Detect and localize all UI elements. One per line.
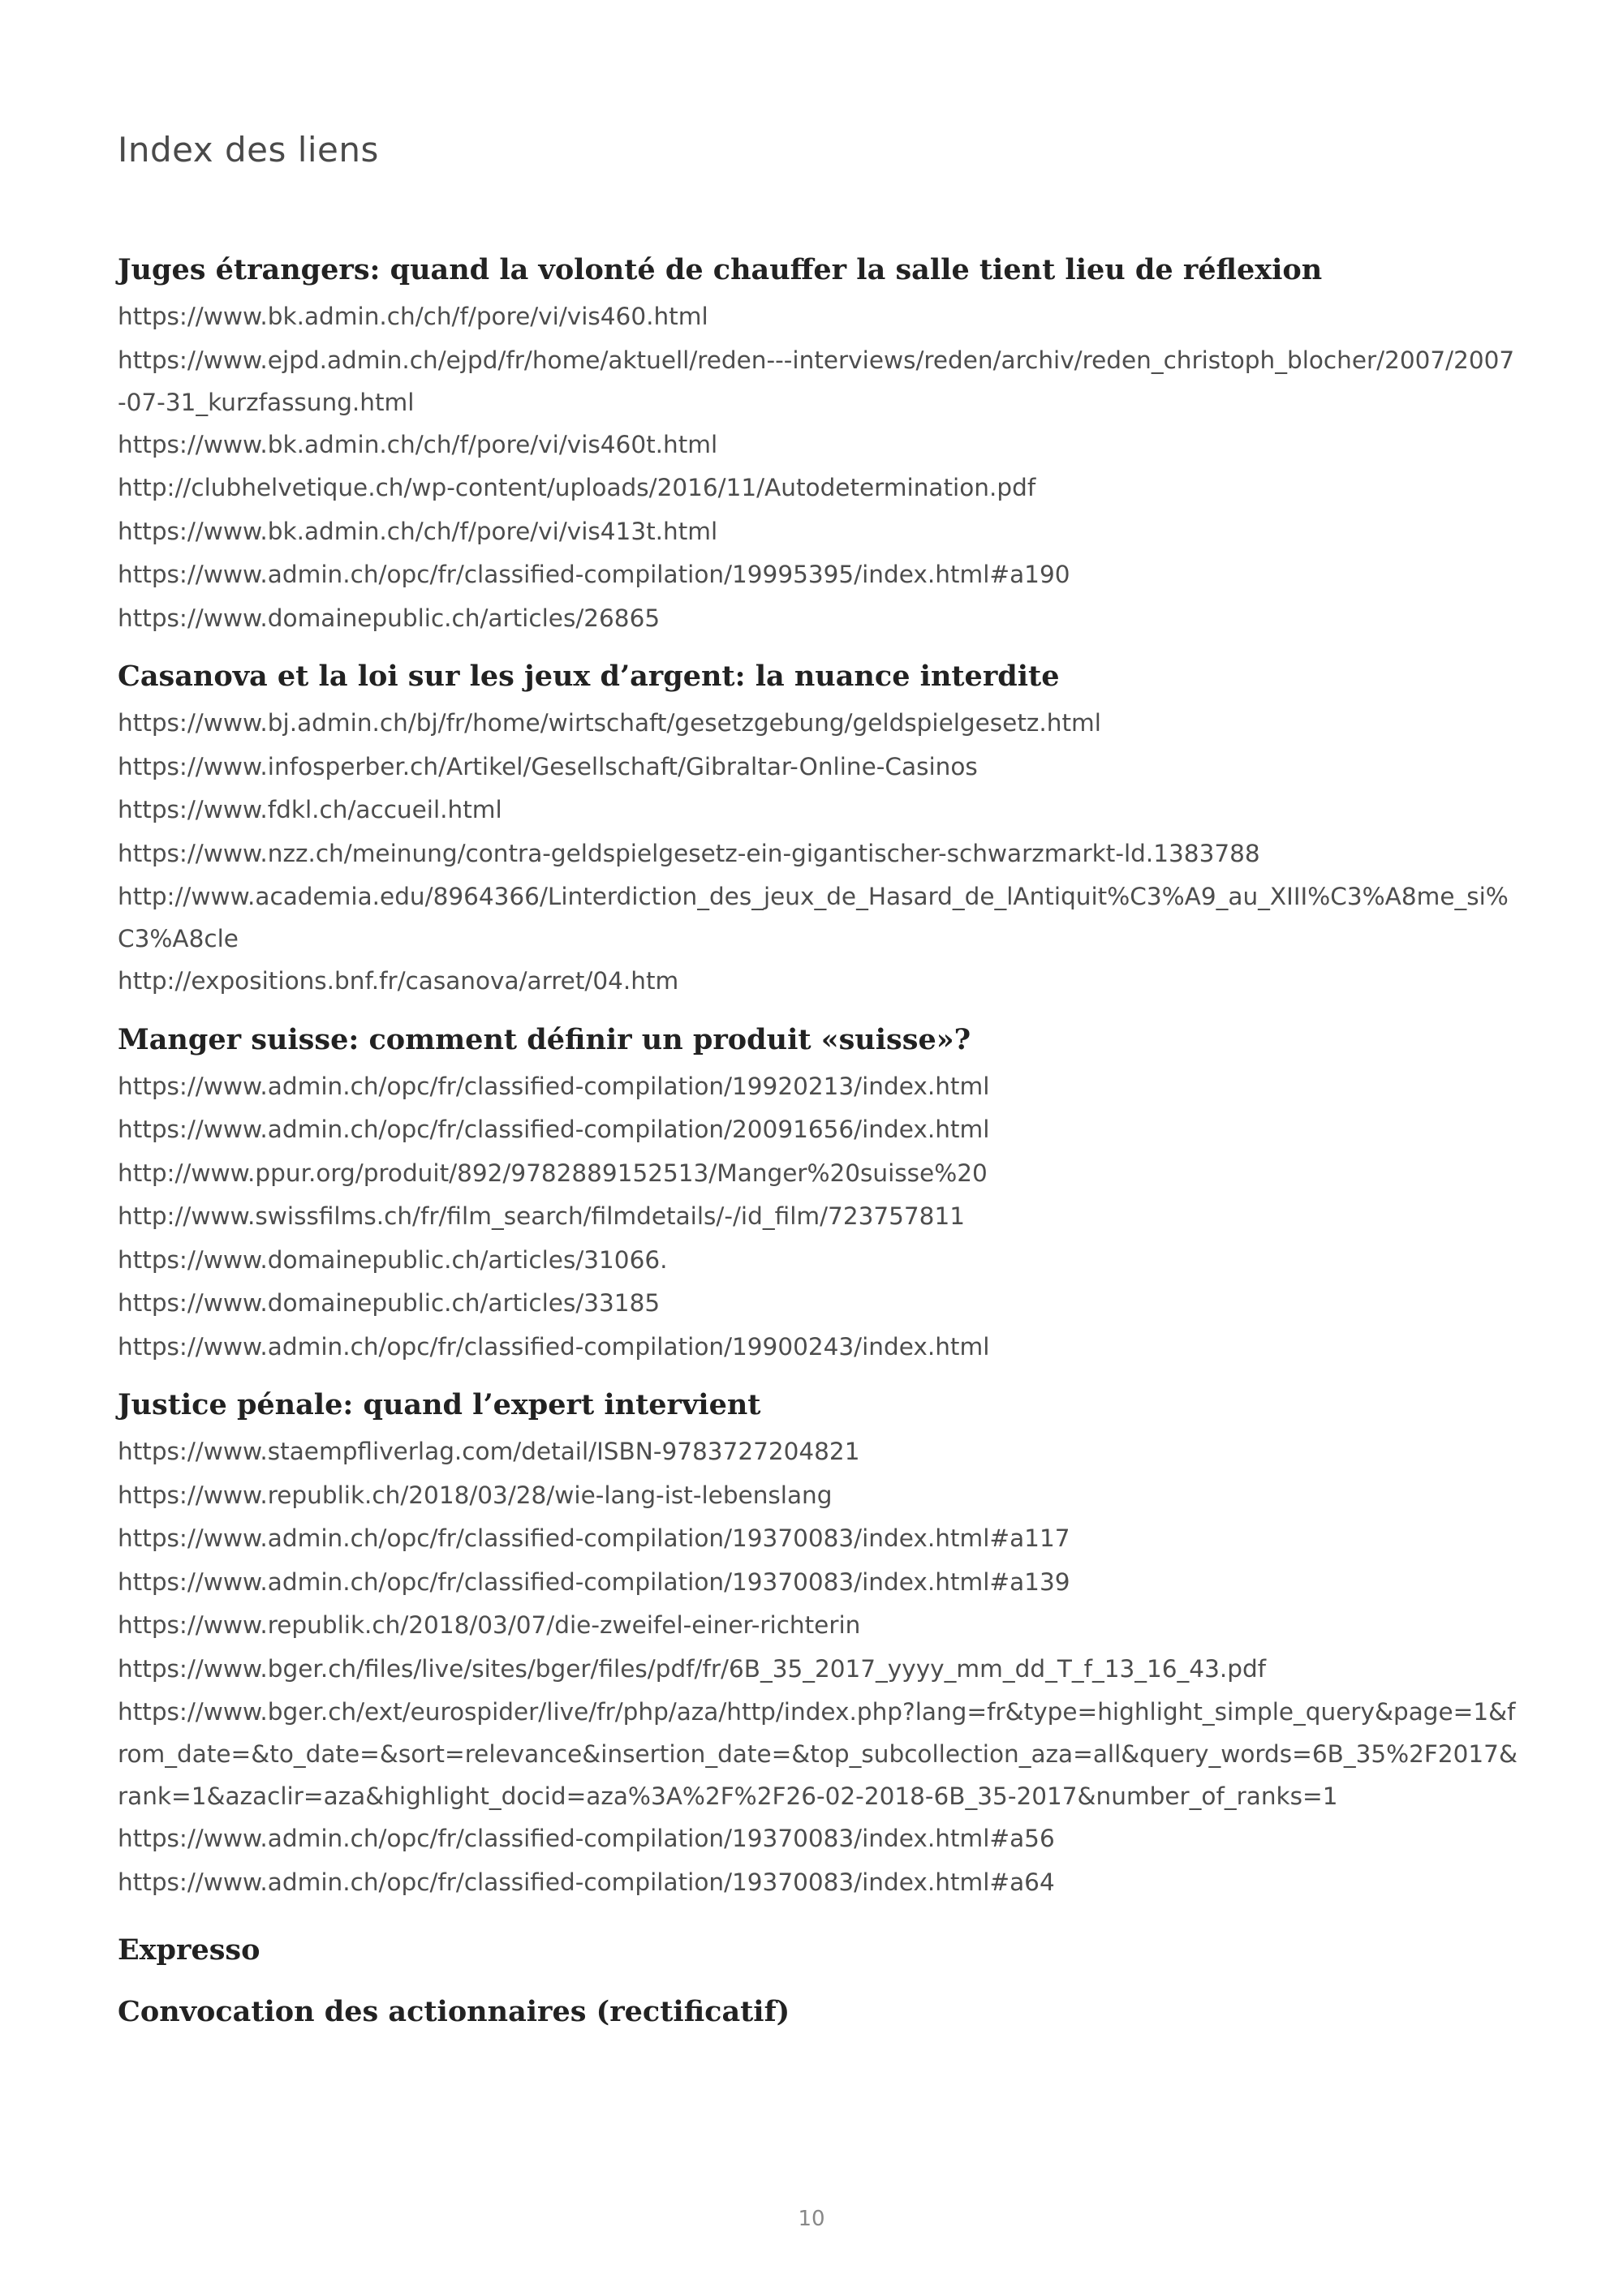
section-title-expresso: Expresso — [118, 1933, 260, 1967]
link-item[interactable]: http://www.academia.edu/8964366/Linterdiction_des_jeux_de_Hasard_de_lAntiquit%C3%A9_au_XIII%C3%A8me_si%C3%A8cle — [118, 883, 1509, 952]
link-item[interactable]: https://www.admin.ch/opc/fr/classified-compilation/19995395/index.html#a190 — [118, 561, 1070, 588]
section-title: Justice pénale: quand l’expert intervient — [118, 1388, 761, 1421]
link-item[interactable]: https://www.bger.ch/files/live/sites/bger/files/pdf/fr/6B_35_2017_yyyy_mm_dd_T_f_13_16_43.pdf — [118, 1654, 1267, 1683]
link-item[interactable]: https://www.domainepublic.ch/articles/26865 — [118, 604, 661, 632]
link-item[interactable]: https://www.bk.admin.ch/ch/f/pore/vi/vis460.html — [118, 303, 708, 330]
link-item[interactable]: https://www.domainepublic.ch/articles/31066. — [118, 1245, 668, 1274]
link-item[interactable]: https://www.admin.ch/opc/fr/classified-compilation/19370083/index.html#a56 — [118, 1825, 1055, 1852]
link-list — [118, 1430, 1522, 1904]
link-item[interactable]: https://www.bj.admin.ch/bj/fr/home/wirtschaft/gesetzgebung/geldspielgesetz.html — [118, 709, 1101, 737]
link-list — [118, 702, 1522, 1004]
link-list — [118, 295, 1522, 640]
link-item[interactable]: https://www.admin.ch/opc/fr/classified-compilation/19920213/index.html — [118, 1072, 990, 1100]
link-item[interactable]: http://www.ppur.org/produit/892/9782889152513/Manger%20suisse%20 — [118, 1159, 988, 1187]
link-item[interactable]: https://www.republik.ch/2018/03/28/wie-lang-ist-lebenslang — [118, 1481, 833, 1509]
link-item[interactable]: https://www.admin.ch/opc/fr/classified-compilation/19900243/index.html — [118, 1332, 990, 1361]
link-item[interactable]: http://www.swissfilms.ch/fr/film_search/filmdetails/-/id_film/723757811 — [118, 1202, 965, 1230]
page-number: 10 — [798, 2207, 825, 2231]
link-item[interactable]: https://www.nzz.ch/meinung/contra-geldspielgesetz-ein-gigantischer-schwarzmarkt-ld.1383788 — [118, 839, 1260, 867]
link-item[interactable]: https://www.domainepublic.ch/articles/33185 — [118, 1289, 661, 1317]
page-title: Index des liens — [118, 130, 379, 170]
link-item[interactable]: https://www.infosperber.ch/Artikel/Gesellschaft/Gibraltar-Online-Casinos — [118, 752, 978, 780]
section-title-convocation: Convocation des actionnaires (rectificatif) — [118, 1995, 790, 2028]
section-title: Manger suisse: comment définir un produit «suisse»? — [118, 1022, 971, 1056]
link-item[interactable]: https://www.admin.ch/opc/fr/classified-compilation/20091656/index.html — [118, 1116, 990, 1143]
link-index — [118, 245, 1522, 2037]
link-item[interactable]: https://www.republik.ch/2018/03/07/die-zweifel-einer-richterin — [118, 1611, 861, 1639]
link-item[interactable]: https://www.bger.ch/ext/eurospider/live/fr/php/aza/http/index.php?lang=fr&type=highlight_simple_query&page=1&from_date=&to_date=&sort=relevance&insertion_date=&top_subcollection_aza=all&query_words=6B_35%2F2017&rank=1&azaclir=aza&highlight_docid=aza%3A%2F%2F26-02-2018-6B_35-2017&number_of_ranks=1 — [118, 1698, 1518, 1810]
link-list — [118, 1065, 1522, 1369]
link-item[interactable]: https://www.bk.admin.ch/ch/f/pore/vi/vis460t.html — [118, 430, 718, 458]
link-item[interactable]: https://www.staempfliverlag.com/detail/ISBN-9783727204821 — [118, 1438, 860, 1465]
link-item[interactable]: https://www.bk.admin.ch/ch/f/pore/vi/vis413t.html — [118, 517, 718, 545]
link-item[interactable]: http://expositions.bnf.fr/casanova/arret/04.htm — [118, 967, 679, 995]
link-item[interactable]: https://www.fdkl.ch/accueil.html — [118, 796, 502, 823]
link-item[interactable]: https://www.admin.ch/opc/fr/classified-compilation/19370083/index.html#a64 — [118, 1868, 1055, 1896]
section-title: Casanova et la loi sur les jeux d’argent: la nuance interdite — [118, 660, 1060, 693]
link-item[interactable]: https://www.admin.ch/opc/fr/classified-compilation/19370083/index.html#a139 — [118, 1567, 1070, 1596]
section-title: Juges étrangers: quand la volonté de chauffer la salle tient lieu de réflexion — [118, 253, 1323, 286]
link-item[interactable]: https://www.ejpd.admin.ch/ejpd/fr/home/aktuell/reden---interviews/reden/archiv/reden_christoph_blocher/2007/2007-07-31_kurzfassung.html — [118, 346, 1515, 416]
link-item[interactable]: http://clubhelvetique.ch/wp-content/uploads/2016/11/Autodetermination.pdf — [118, 474, 1036, 501]
link-item[interactable]: https://www.admin.ch/opc/fr/classified-compilation/19370083/index.html#a117 — [118, 1524, 1070, 1552]
